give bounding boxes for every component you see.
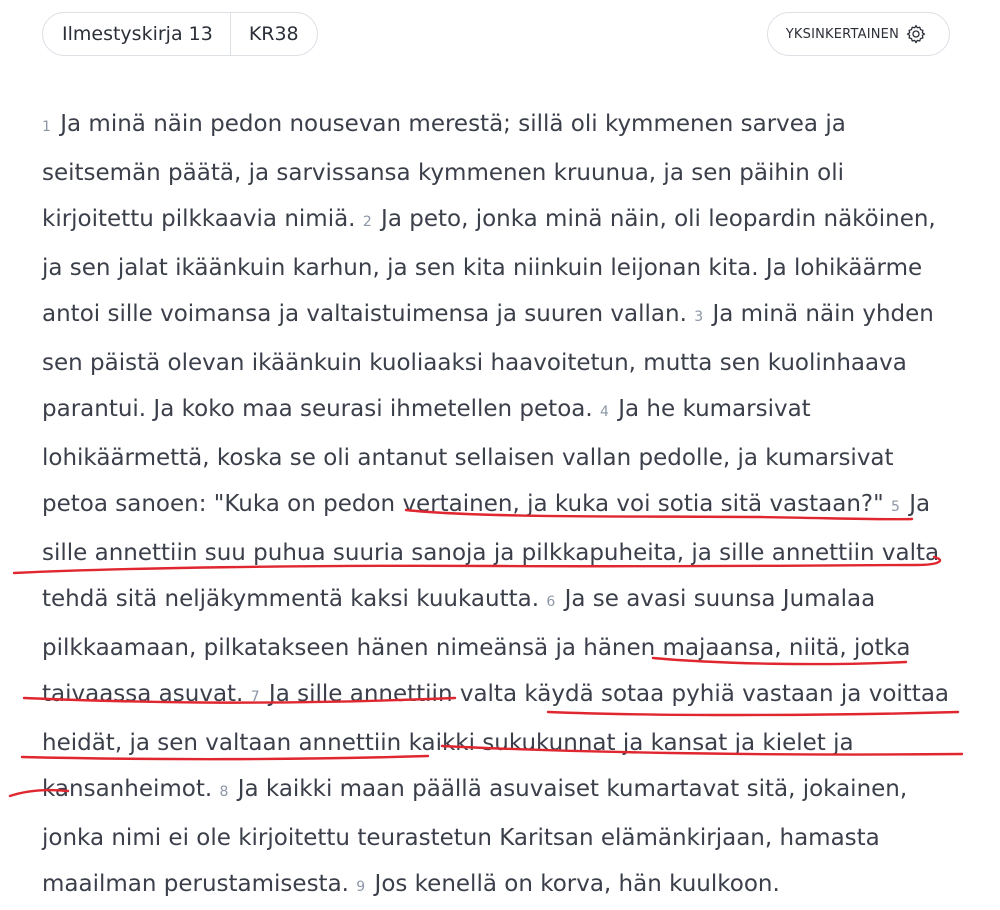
verse-number[interactable]: 2 xyxy=(362,214,372,230)
verse-number[interactable]: 8 xyxy=(219,784,229,800)
verse-number[interactable]: 7 xyxy=(250,689,260,705)
chapter-text xyxy=(42,101,952,910)
verse-text: Ja minä näin pedon nousevan merestä; sillä oli kymmenen sarvea ja seitsemän päätä, ja sarvissansa kymmenen kruunua, ja sen päihin oli kirjoitettu pilkkaavia nimiä. xyxy=(42,111,846,232)
passage-selector xyxy=(42,12,318,56)
verse-text: Ja sille annettiin suu puhua suuria sanoja ja pilkkapuheita, ja sille annettiin valta tehdä sitä neljäkymmentä kaksi kuukautta. xyxy=(42,491,940,612)
verse-text: Ja sille annettiin valta käydä sotaa pyhiä vastaan ja voittaa heidät, ja sen valtaan annettiin kaikki sukukunnat ja kansat ja kielet ja kansanheimot. xyxy=(42,681,950,802)
gear-icon xyxy=(905,23,927,45)
book-chapter-button[interactable]: Ilmestyskirja 13 xyxy=(62,23,213,45)
verse-text: Ja minä näin yhden sen päistä olevan ikäänkuin kuoliaaksi haavoitetun, mutta sen kuolinhaava parantui. Ja koko maa seurasi ihmetellen petoa. xyxy=(42,301,934,422)
verse-text: Ja peto, jonka minä näin, oli leopardin näköinen, ja sen jalat ikäänkuin karhun, ja sen kita niinkuin leijonan kita. Ja lohikäärme antoi sille voimansa ja valtaistuimensa ja suuren vallan. xyxy=(42,206,936,327)
verse-text: Ja se avasi suunsa Jumalaa pilkkaamaan, pilkatakseen hänen nimeänsä ja hänen majaansa, niitä, jotka taivaassa asuvat. xyxy=(42,586,911,707)
verse-number[interactable]: 5 xyxy=(891,499,900,515)
verse-text: Ja he kumarsivat lohikäärmettä, koska se oli antanut sellaisen vallan pedolle, ja kumarsivat petoa sanoen: "Kuka on pedon vertainen, ja kuka voi sotia sitä vastaan?" xyxy=(42,396,894,517)
verse-number[interactable]: 9 xyxy=(356,879,366,895)
verse-number[interactable]: 4 xyxy=(600,404,609,420)
reader-toolbar xyxy=(42,12,950,56)
verse-number[interactable]: 3 xyxy=(694,309,704,325)
translation-button[interactable]: KR38 xyxy=(248,23,299,45)
display-settings-button[interactable] xyxy=(767,12,950,56)
verse-number[interactable]: 6 xyxy=(546,594,556,610)
verse-text: Jos kenellä on korva, hän kuulkoon. xyxy=(374,871,780,897)
settings-label: YKSINKERTAINEN xyxy=(785,26,899,42)
verse-number[interactable]: 1 xyxy=(42,119,51,135)
verse-text: Ja kaikki maan päällä asuvaiset kumartavat sitä, jokainen, jonka nimi ei ole kirjoitettu teurastetun Karitsan elämänkirjaan, hamasta maailman perustamisesta. xyxy=(42,776,908,897)
